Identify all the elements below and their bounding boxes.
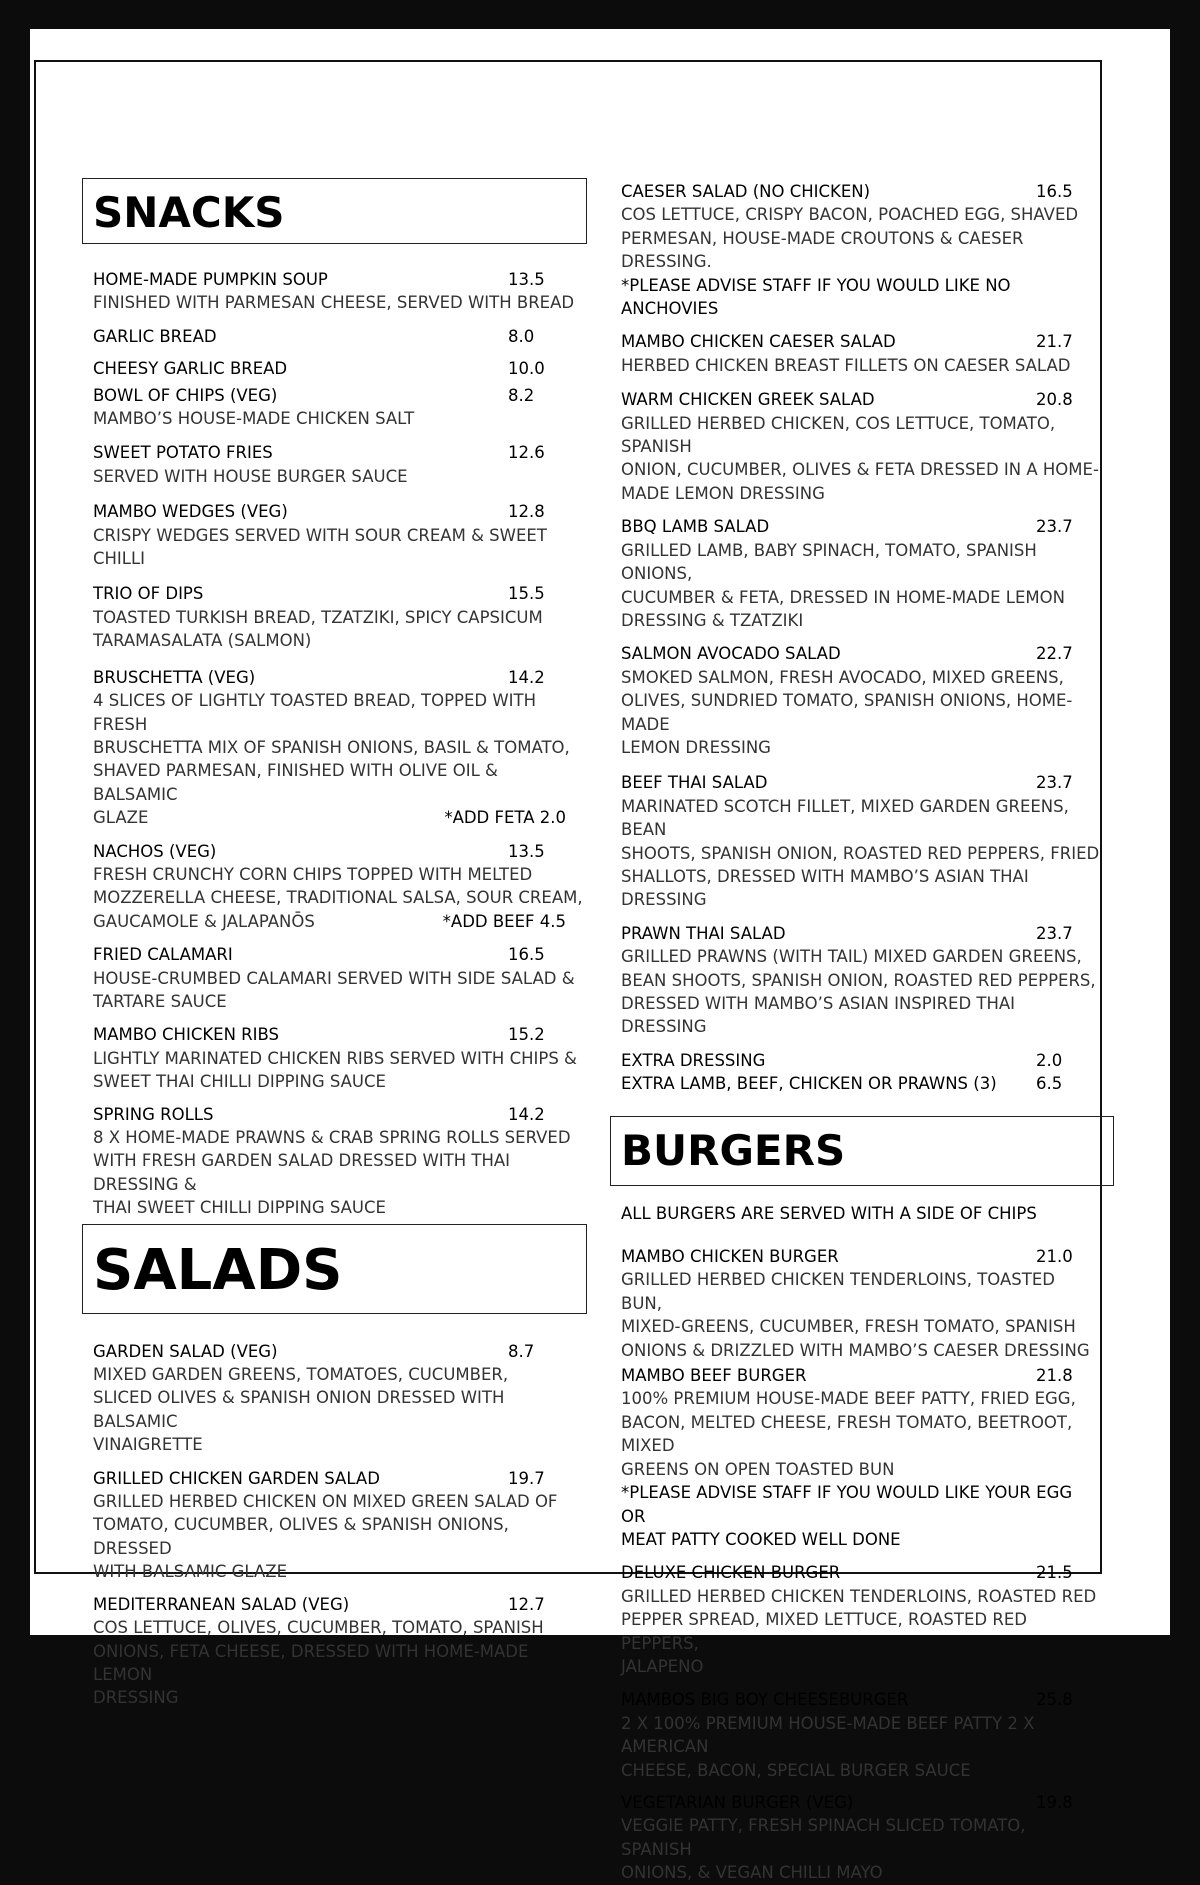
menu-item-description: SHOOTS, SPANISH ONION, ROASTED RED PEPPERS, FRIED [621, 843, 1100, 863]
menu-item [621, 1364, 1101, 1551]
menu-item-name: TRIO OF DIPS [93, 584, 204, 604]
menu-item-description-row [93, 806, 587, 829]
menu-item-header [93, 1023, 587, 1046]
menu-item-header [621, 922, 1101, 945]
menu-item [621, 1688, 1101, 1782]
menu-item-name: PRAWN THAI SALAD [621, 923, 786, 943]
menu-item-price: 19.7 [508, 1468, 545, 1488]
menu-item-price: 16.5 [1036, 182, 1073, 201]
menu-item [93, 384, 587, 431]
menu-item-description: SWEET THAI CHILLI DIPPING SAUCE [93, 1072, 386, 1092]
menu-item-description: WITH BALSAMIC GLAZE [93, 1562, 288, 1582]
menu-item-price: 13.5 [508, 841, 545, 861]
burgers-heading: BURGERS [610, 1116, 1114, 1186]
menu-item-header [621, 180, 1101, 203]
burgers-list [621, 1245, 1101, 1885]
salads-heading: SALADS [82, 1224, 587, 1314]
menu-item-header [93, 357, 587, 380]
menu-item-description: HERBED CHICKEN BREAST FILLETS ON CAESER SALAD [621, 355, 1071, 375]
menu-item-header [93, 943, 587, 966]
menu-item-description: COS LETTUCE, CRISPY BACON, POACHED EGG, SHAVED [621, 205, 1079, 225]
menu-item-addon: *ADD FETA 2.0 [444, 808, 566, 828]
menu-item-header [621, 1364, 1101, 1387]
extra-item-price: 2.0 [1036, 1050, 1063, 1070]
menu-item-price: 8.7 [508, 1341, 535, 1361]
menu-item-price: 14.2 [508, 667, 545, 687]
menu-item [621, 330, 1101, 377]
menu-item-header [621, 388, 1101, 411]
menu-item [621, 642, 1101, 759]
extra-item-name: EXTRA DRESSING [621, 1050, 766, 1070]
burgers-intro: ALL BURGERS ARE SERVED WITH A SIDE OF CHIPS [621, 1203, 1037, 1223]
menu-item-name: BEEF THAI SALAD [621, 773, 768, 793]
menu-item-header [93, 268, 587, 291]
menu-item-description: GRILLED HERBED CHICKEN, COS LETTUCE, TOMATO, SPANISH [621, 413, 1056, 457]
menu-item [93, 1340, 587, 1457]
menu-item [93, 582, 587, 652]
menu-item-name: FRIED CALAMARI [93, 945, 233, 965]
menu-item-name: BBQ LAMB SALAD [621, 517, 770, 537]
salads-list [93, 1340, 587, 1710]
menu-item-description: DRESSING [93, 1688, 179, 1708]
menu-item-header [93, 1103, 587, 1126]
menu-item-description: BRUSCHETTA MIX OF SPANISH ONIONS, BASIL & TOMATO, [93, 737, 570, 757]
menu-item-description: 4 SLICES OF LIGHTLY TOASTED BREAD, TOPPED WITH FRESH [93, 691, 537, 734]
left-column [93, 178, 587, 1710]
menu-item-price: 16.5 [508, 945, 545, 965]
menu-item [621, 515, 1101, 632]
menu-item-price: 23.7 [1036, 773, 1073, 793]
menu-item-description: SERVED WITH HOUSE BURGER SAUCE [93, 466, 408, 486]
menu-item-description: DRESSED WITH MAMBO’S ASIAN INSPIRED THAI DRESSING [621, 994, 1016, 1037]
menu-item-name: MAMBO CHICKEN BURGER [621, 1247, 839, 1267]
menu-item-name: GRILLED CHICKEN GARDEN SALAD [93, 1468, 380, 1488]
menu-item-description: THAI SWEET CHILLI DIPPING SAUCE [93, 1198, 386, 1218]
menu-item-addon: *ADD BEEF 4.5 [442, 911, 566, 931]
menu-item-name: NACHOS (VEG) [93, 841, 217, 861]
menu-item-header [93, 582, 587, 605]
menu-item-name: SWEET POTATO FRIES [93, 443, 273, 463]
menu-item [621, 1791, 1101, 1885]
menu-item [93, 441, 587, 488]
menu-item-price: 25.8 [1036, 1690, 1073, 1710]
menu-item-name: MEDITERRANEAN SALAD (VEG) [93, 1594, 350, 1614]
menu-item-description: MADE LEMON DRESSING [621, 483, 825, 503]
menu-item-description: 100% PREMIUM HOUSE-MADE BEEF PATTY, FRIED EGG, [621, 1389, 1076, 1409]
menu-item-description: WITH FRESH GARDEN SALAD DRESSED WITH THAI DRESSING & [93, 1151, 511, 1194]
menu-item-price: 15.2 [508, 1025, 545, 1045]
menu-item-description: BACON, MELTED CHEESE, FRESH TOMATO, BEETROOT, MIXED [621, 1412, 1073, 1456]
menu-item-description: COS LETTUCE, OLIVES, CUCUMBER, TOMATO, SPANISH [93, 1618, 544, 1638]
snacks-heading: SNACKS [82, 178, 587, 244]
menu-item-name: WARM CHICKEN GREEK SALAD [621, 390, 875, 410]
menu-item-price: 12.6 [508, 443, 545, 463]
menu-item [621, 1245, 1101, 1362]
menu-item-price: 19.8 [1036, 1792, 1073, 1812]
menu-item-price: 12.8 [508, 502, 545, 522]
menu-item-note: MEAT PATTY COOKED WELL DONE [621, 1529, 901, 1549]
menu-item-price: 13.5 [508, 270, 545, 289]
menu-item [93, 325, 587, 348]
menu-item-description: FINISHED WITH PARMESAN CHEESE, SERVED WITH BREAD [93, 293, 575, 313]
extra-item-price: 6.5 [1036, 1074, 1063, 1094]
menu-item-header [621, 1561, 1101, 1584]
menu-item-name: DELUXE CHICKEN BURGER [621, 1563, 841, 1583]
menu-item-price: 21.8 [1036, 1366, 1073, 1386]
menu-item [621, 388, 1101, 505]
menu-item-description: CUCUMBER & FETA, DRESSED IN HOME-MADE LEMON [621, 587, 1065, 607]
menu-item-name: CHEESY GARLIC BREAD [93, 359, 288, 379]
menu-item [93, 500, 587, 570]
menu-item-description: ONIONS, & VEGAN CHILLI MAYO [621, 1863, 883, 1883]
salads-continued-list [621, 180, 1101, 1039]
menu-item-description: GRILLED HERBED CHICKEN TENDERLOINS, ROASTED RED [621, 1586, 1097, 1606]
menu-item-description: MIXED GARDEN GREENS, TOMATOES, CUCUMBER, [93, 1365, 509, 1385]
menu-item-description: TARTARE SAUCE [93, 991, 227, 1011]
menu-item [93, 666, 587, 830]
menu-item [93, 1023, 587, 1093]
menu-item-description: GAUCAMOLE & JALAPANŌS [93, 911, 315, 931]
right-column [621, 180, 1101, 1885]
menu-item-description: GREENS ON OPEN TOASTED BUN [621, 1459, 895, 1479]
menu-item-description: PERMESAN, HOUSE-MADE CROUTONS & CAESER DRESSING. [621, 228, 1024, 272]
menu-item-price: 21.5 [1036, 1563, 1073, 1583]
menu-item [93, 840, 587, 934]
menu-item-description: MIXED-GREENS, CUCUMBER, FRESH TOMATO, SPANISH [621, 1317, 1076, 1337]
menu-item-description: GRILLED PRAWNS (WITH TAIL) MIXED GARDEN GREENS, [621, 947, 1082, 967]
menu-item-name: MAMBOS BIG BOY CHEESEBURGER [621, 1690, 909, 1710]
menu-item-header [93, 1467, 587, 1490]
menu-item-name: BRUSCHETTA (VEG) [93, 667, 256, 687]
menu-item-description: JALAPENO [621, 1656, 704, 1676]
menu-item-description: CRISPY WEDGES SERVED WITH SOUR CREAM & SWEET CHILLI [93, 525, 547, 569]
menu-item-description: CHEESE, BACON, SPECIAL BURGER SAUCE [621, 1760, 971, 1780]
menu-item-description: ONIONS, FETA CHEESE, DRESSED WITH HOME-MADE LEMON [93, 1641, 529, 1684]
menu-item-description: ONIONS & DRIZZLED WITH MAMBO’S CAESER DRESSING [621, 1340, 1090, 1360]
menu-item-header [621, 642, 1101, 665]
menu-item-note: *PLEASE ADVISE STAFF IF YOU WOULD LIKE YOUR EGG OR [621, 1483, 1073, 1526]
menu-item-price: 23.7 [1036, 923, 1073, 943]
menu-item-description: TOASTED TURKISH BREAD, TZATZIKI, SPICY CAPSICUM [93, 607, 543, 627]
menu-item-name: GARLIC BREAD [93, 326, 217, 346]
extra-item [621, 1072, 1101, 1095]
menu-item [93, 943, 587, 1013]
menu-item-name: MAMBO CHICKEN CAESER SALAD [621, 332, 896, 352]
menu-item-header [621, 1245, 1101, 1268]
menu-item-header [93, 1340, 587, 1363]
menu-item-name: MAMBO WEDGES (VEG) [93, 502, 288, 522]
menu-item-price: 12.7 [508, 1594, 545, 1614]
menu-item-price: 10.0 [508, 359, 545, 379]
menu-item-header [621, 771, 1101, 794]
menu-item-header [93, 840, 587, 863]
menu-item-description: 8 X HOME-MADE PRAWNS & CRAB SPRING ROLLS SERVED [93, 1128, 571, 1147]
menu-item-note: *PLEASE ADVISE STAFF IF YOU WOULD LIKE NO ANCHOVIES [621, 275, 1011, 319]
menu-item-description: FRESH CRUNCHY CORN CHIPS TOPPED WITH MELTED [93, 864, 533, 884]
menu-item-price: 20.8 [1036, 390, 1073, 410]
menu-item-description: VINAIGRETTE [93, 1435, 203, 1455]
menu-item-header [93, 500, 587, 523]
menu-item-name: CAESER SALAD (NO CHICKEN) [621, 182, 871, 201]
menu-item-price: 23.7 [1036, 517, 1073, 537]
menu-item-description: SHAVED PARMESAN, FINISHED WITH OLIVE OIL & BALSAMIC [93, 761, 498, 804]
menu-item-description: SLICED OLIVES & SPANISH ONION DRESSED WITH BALSAMIC [93, 1388, 505, 1431]
menu-item-header [93, 384, 587, 407]
menu-item [93, 1467, 587, 1584]
menu-item [93, 1593, 587, 1710]
menu-item-header [93, 1593, 587, 1616]
menu-item-price: 21.0 [1036, 1247, 1073, 1267]
menu-item-description: LIGHTLY MARINATED CHICKEN RIBS SERVED WITH CHIPS & [93, 1048, 577, 1068]
menu-item-description: BEAN SHOOTS, SPANISH ONION, ROASTED RED PEPPERS, [621, 970, 1096, 990]
menu-item-price: 8.2 [508, 385, 535, 405]
menu-item [621, 180, 1101, 320]
menu-item-description: GLAZE [93, 808, 149, 828]
menu-item-name: SPRING ROLLS [93, 1104, 214, 1124]
menu-item-header [93, 666, 587, 689]
menu-item-price: 21.7 [1036, 332, 1073, 352]
menu-item [621, 1561, 1101, 1678]
menu-item-description: MARINATED SCOTCH FILLET, MIXED GARDEN GREENS, BEAN [621, 796, 1069, 840]
menu-item-name: GARDEN SALAD (VEG) [93, 1341, 278, 1361]
extras-list [621, 1049, 1101, 1096]
menu-item-price: 15.5 [508, 584, 545, 604]
menu-item-description: GRILLED LAMB, BABY SPINACH, TOMATO, SPANISH ONIONS, [621, 540, 1037, 584]
menu-item [621, 771, 1101, 911]
extra-item [621, 1049, 1101, 1072]
menu-item-description: VEGGIE PATTY, FRESH SPINACH SLICED TOMATO, SPANISH [621, 1816, 1026, 1859]
menu-item-description: GRILLED HERBED CHICKEN ON MIXED GREEN SALAD OF [93, 1492, 558, 1512]
menu-item-description: LEMON DRESSING [621, 737, 771, 757]
menu-item-description: GRILLED HERBED CHICKEN TENDERLOINS, TOASTED BUN, [621, 1270, 1055, 1313]
menu-item-header [621, 515, 1101, 538]
menu-item-header [621, 330, 1101, 353]
snacks-list [93, 268, 587, 1220]
menu-item [93, 268, 587, 315]
menu-item [621, 922, 1101, 1039]
menu-item-name: MAMBO CHICKEN RIBS [93, 1025, 280, 1045]
menu-item-description: PEPPER SPREAD, MIXED LETTUCE, ROASTED RED PEPPERS, [621, 1610, 1027, 1653]
menu-item-description: DRESSING & TZATZIKI [621, 610, 804, 630]
menu-item-description: SMOKED SALMON, FRESH AVOCADO, MIXED GREENS, [621, 667, 1064, 687]
menu-item [93, 357, 587, 380]
menu-item-header [93, 325, 587, 348]
menu-item-name: BOWL OF CHIPS (VEG) [93, 385, 278, 405]
menu-item-description: OLIVES, SUNDRIED TOMATO, SPANISH ONIONS, HOME-MADE [621, 691, 1073, 734]
menu-item-description: TOMATO, CUCUMBER, OLIVES & SPANISH ONIONS, DRESSED [93, 1515, 509, 1558]
menu-item-description: MOZZERELLA CHEESE, TRADITIONAL SALSA, SOUR CREAM, [93, 888, 583, 908]
menu-item-name: HOME-MADE PUMPKIN SOUP [93, 270, 328, 289]
menu-item-description: 2 X 100% PREMIUM HOUSE-MADE BEEF PATTY 2 X AMERICAN [621, 1713, 1035, 1757]
menu-item-name: VEGETARIAN BURGER (VEG) [621, 1792, 854, 1812]
menu-item-price: 22.7 [1036, 644, 1073, 664]
menu-item [93, 1103, 587, 1220]
menu-item-header [93, 441, 587, 464]
menu-item-price: 8.0 [508, 326, 535, 346]
menu-item-description: HOUSE-CRUMBED CALAMARI SERVED WITH SIDE SALAD & [93, 968, 575, 988]
menu-item-price: 14.2 [508, 1104, 545, 1124]
menu-item-description-row [93, 910, 587, 933]
menu-item-description: MAMBO’S HOUSE-MADE CHICKEN SALT [93, 409, 415, 429]
menu-item-header [621, 1791, 1101, 1814]
menu-item-name: SALMON AVOCADO SALAD [621, 644, 841, 664]
extra-item-name: EXTRA LAMB, BEEF, CHICKEN OR PRAWNS (3) [621, 1074, 997, 1094]
menu-item-description: SHALLOTS, DRESSED WITH MAMBO’S ASIAN THAI DRESSING [621, 866, 1029, 910]
menu-item-description: ONION, CUCUMBER, OLIVES & FETA DRESSED IN A HOME- [621, 460, 1099, 480]
menu-item-description: TARAMASALATA (SALMON) [93, 631, 312, 651]
menu-item-name: MAMBO BEEF BURGER [621, 1366, 807, 1386]
menu-item-header [621, 1688, 1101, 1711]
